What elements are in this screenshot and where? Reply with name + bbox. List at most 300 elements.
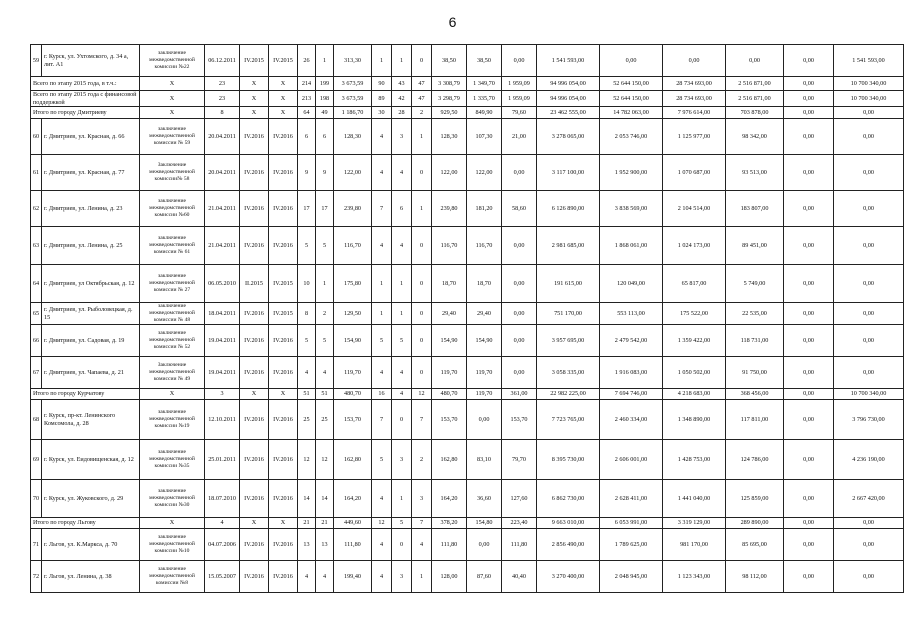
value-cell: IV.2016: [269, 119, 298, 155]
table-row: [31, 480, 904, 518]
table-row: [31, 440, 904, 480]
address-cell: г. Льгов, ул. К.Маркса, д. 70: [42, 529, 140, 561]
amount-cell: 91 750,00: [726, 357, 784, 389]
value-cell: IV.2016: [269, 227, 298, 265]
conclusion-cell: заключение межведомственной комиссии №35: [140, 440, 205, 480]
value-cell: 3 298,79: [432, 91, 467, 107]
value-cell: 164,20: [432, 480, 467, 518]
amount-cell: 2 104 514,00: [663, 191, 726, 227]
amount-cell: 3 278 065,00: [537, 119, 600, 155]
amount-cell: 6 126 890,00: [537, 191, 600, 227]
date-cell: 19.04.2011: [205, 357, 240, 389]
value-cell: 18,70: [467, 265, 502, 303]
date-cell: 06.12.2011: [205, 45, 240, 77]
value-cell: 3: [392, 561, 412, 593]
value-cell: II.2015: [240, 265, 269, 303]
value-cell: 0,00: [502, 265, 537, 303]
value-cell: 3 673,59: [334, 77, 372, 91]
value-cell: 128,30: [334, 119, 372, 155]
value-cell: IV.2016: [269, 529, 298, 561]
table-row: [31, 45, 904, 77]
date-cell: 15.05.2007: [205, 561, 240, 593]
value-cell: 116,70: [432, 227, 467, 265]
value-cell: 21: [316, 518, 334, 529]
amount-cell: 368 456,00: [726, 389, 784, 400]
value-cell: 164,20: [334, 480, 372, 518]
value-cell: 7: [372, 400, 392, 440]
table-row: [31, 561, 904, 593]
amount-cell: 2 606 001,00: [600, 440, 663, 480]
amount-cell: 191 615,00: [537, 265, 600, 303]
value-cell: 122,00: [467, 155, 502, 191]
value-cell: 14: [316, 480, 334, 518]
amount-cell: 7 976 614,00: [663, 107, 726, 119]
value-cell: 4: [372, 119, 392, 155]
amount-cell: 703 878,00: [726, 107, 784, 119]
amount-cell: 10 700 340,00: [834, 389, 904, 400]
value-cell: 0: [392, 529, 412, 561]
value-cell: 213: [298, 91, 316, 107]
value-cell: 8: [298, 303, 316, 325]
amount-cell: 28 734 693,00: [663, 77, 726, 91]
amount-cell: 3 957 695,00: [537, 325, 600, 357]
value-cell: Х: [269, 518, 298, 529]
conclusion-cell: заключение межведомственной комиссии №19: [140, 400, 205, 440]
value-cell: IV.2016: [240, 400, 269, 440]
row-number-cell: 60: [31, 119, 42, 155]
amount-cell: 0,00: [784, 561, 834, 593]
amount-cell: 22 535,00: [726, 303, 784, 325]
amount-cell: 2 516 871,00: [726, 91, 784, 107]
value-cell: 154,90: [432, 325, 467, 357]
value-cell: 239,80: [334, 191, 372, 227]
row-number-cell: 61: [31, 155, 42, 191]
value-cell: 119,70: [334, 357, 372, 389]
value-cell: 0,00: [502, 155, 537, 191]
amount-cell: 0,00: [784, 265, 834, 303]
value-cell: 2: [412, 107, 432, 119]
amount-cell: 0,00: [784, 357, 834, 389]
amount-cell: 3 270 400,00: [537, 561, 600, 593]
value-cell: 162,80: [334, 440, 372, 480]
amount-cell: 0,00: [784, 325, 834, 357]
value-cell: IV.2016: [269, 325, 298, 357]
conclusion-cell: заключение межведомственной комиссии №10: [140, 529, 205, 561]
amount-cell: 0,00: [784, 91, 834, 107]
row-number-cell: 68: [31, 400, 42, 440]
amount-cell: 981 170,00: [663, 529, 726, 561]
value-cell: 1: [392, 265, 412, 303]
date-cell: 04.07.2006: [205, 529, 240, 561]
value-cell: 17: [298, 191, 316, 227]
amount-cell: 1 359 422,00: [663, 325, 726, 357]
value-cell: 28: [392, 107, 412, 119]
value-cell: IV.2016: [240, 529, 269, 561]
value-cell: 1 959,09: [502, 91, 537, 107]
value-cell: 12: [316, 440, 334, 480]
amount-cell: 0,00: [784, 389, 834, 400]
value-cell: 4: [392, 389, 412, 400]
value-cell: Х: [269, 389, 298, 400]
row-number-cell: 66: [31, 325, 42, 357]
value-cell: 2: [412, 440, 432, 480]
value-cell: 1: [412, 191, 432, 227]
conclusion-cell: Х: [140, 107, 205, 119]
value-cell: IV.2016: [240, 227, 269, 265]
conclusion-cell: Заключение межведомственной комиссии № 49: [140, 357, 205, 389]
amount-cell: 175 522,00: [663, 303, 726, 325]
value-cell: 4: [372, 480, 392, 518]
amount-cell: 0,00: [834, 561, 904, 593]
total-label-cell: Всего по этапу 2015 года, в т.ч.:: [31, 77, 140, 91]
date-cell: 23: [205, 91, 240, 107]
conclusion-cell: заключение межведомственной комиссии № 59: [140, 119, 205, 155]
value-cell: IV.2016: [269, 400, 298, 440]
conclusion-cell: Заключение межведомственной комиссии№ 58: [140, 155, 205, 191]
value-cell: 154,90: [334, 325, 372, 357]
value-cell: 0,00: [502, 227, 537, 265]
address-cell: г. Дмитриев, ул. Ленина, д. 25: [42, 227, 140, 265]
value-cell: 5: [392, 325, 412, 357]
value-cell: 175,80: [334, 265, 372, 303]
amount-cell: 2 048 945,00: [600, 561, 663, 593]
value-cell: IV.2016: [240, 325, 269, 357]
value-cell: 10: [298, 265, 316, 303]
amount-cell: 94 996 054,00: [537, 77, 600, 91]
amount-cell: 1 428 753,00: [663, 440, 726, 480]
value-cell: 5: [372, 440, 392, 480]
value-cell: 0: [412, 265, 432, 303]
row-number-cell: 69: [31, 440, 42, 480]
value-cell: 51: [316, 389, 334, 400]
amount-cell: 1 868 061,00: [600, 227, 663, 265]
value-cell: 0: [412, 357, 432, 389]
value-cell: 5: [316, 227, 334, 265]
amount-cell: 0,00: [784, 518, 834, 529]
date-cell: 21.04.2011: [205, 191, 240, 227]
amount-cell: 1 952 900,00: [600, 155, 663, 191]
value-cell: 223,40: [502, 518, 537, 529]
value-cell: 1 335,70: [467, 91, 502, 107]
value-cell: 1: [372, 303, 392, 325]
amount-cell: 2 981 685,00: [537, 227, 600, 265]
amount-cell: 2 516 871,00: [726, 77, 784, 91]
value-cell: 4: [392, 357, 412, 389]
value-cell: IV.2016: [240, 303, 269, 325]
amount-cell: 0,00: [784, 440, 834, 480]
table-row: [31, 325, 904, 357]
amount-cell: 5 749,00: [726, 265, 784, 303]
value-cell: 0: [392, 400, 412, 440]
amount-cell: 7 694 746,00: [600, 389, 663, 400]
value-cell: 154,80: [467, 518, 502, 529]
value-cell: 6: [298, 119, 316, 155]
value-cell: IV.2015: [240, 45, 269, 77]
amount-cell: 3 117 100,00: [537, 155, 600, 191]
amount-cell: 4 236 190,00: [834, 440, 904, 480]
value-cell: 480,70: [334, 389, 372, 400]
conclusion-cell: Х: [140, 91, 205, 107]
value-cell: IV.2016: [240, 357, 269, 389]
value-cell: 64: [298, 107, 316, 119]
value-cell: 1 349,70: [467, 77, 502, 91]
row-number-cell: 72: [31, 561, 42, 593]
value-cell: 313,30: [334, 45, 372, 77]
value-cell: Х: [240, 389, 269, 400]
amount-cell: 2 479 542,00: [600, 325, 663, 357]
value-cell: IV.2016: [240, 561, 269, 593]
amount-cell: 0,00: [834, 227, 904, 265]
amount-cell: 0,00: [834, 325, 904, 357]
amount-cell: 98 342,00: [726, 119, 784, 155]
amount-cell: 0,00: [784, 45, 834, 77]
amount-cell: 3 058 335,00: [537, 357, 600, 389]
value-cell: 128,30: [432, 119, 467, 155]
value-cell: 12: [298, 440, 316, 480]
amount-cell: 6 053 991,00: [600, 518, 663, 529]
amount-cell: 120 049,00: [600, 265, 663, 303]
page-number: 6: [448, 14, 457, 30]
value-cell: 6: [316, 119, 334, 155]
value-cell: 480,70: [432, 389, 467, 400]
amount-cell: 93 513,00: [726, 155, 784, 191]
value-cell: 5: [372, 325, 392, 357]
value-cell: 199,40: [334, 561, 372, 593]
value-cell: 122,00: [432, 155, 467, 191]
total-label-cell: Всего по этапу 2015 года с финансовой поддержкой: [31, 91, 140, 107]
amount-cell: 0,00: [834, 191, 904, 227]
amount-cell: 1 024 173,00: [663, 227, 726, 265]
value-cell: IV.2016: [269, 357, 298, 389]
value-cell: Х: [240, 518, 269, 529]
amount-cell: 28 734 693,00: [663, 91, 726, 107]
amount-cell: 89 451,00: [726, 227, 784, 265]
address-cell: г. Курск, ул. Ухтомского, д. 34 а, лит. А1: [42, 45, 140, 77]
value-cell: IV.2015: [269, 265, 298, 303]
value-cell: 43: [392, 77, 412, 91]
value-cell: 122,00: [334, 155, 372, 191]
value-cell: 7: [412, 518, 432, 529]
amount-cell: 9 663 010,00: [537, 518, 600, 529]
value-cell: 0,00: [502, 45, 537, 77]
amount-cell: 0,00: [834, 155, 904, 191]
value-cell: 89: [372, 91, 392, 107]
amount-cell: 3 838 569,00: [600, 191, 663, 227]
amount-cell: 94 996 054,00: [537, 91, 600, 107]
amount-cell: 0,00: [784, 400, 834, 440]
value-cell: 4: [372, 155, 392, 191]
amount-cell: 1 050 502,00: [663, 357, 726, 389]
value-cell: 129,50: [334, 303, 372, 325]
amount-cell: 1 348 890,00: [663, 400, 726, 440]
table-row: [31, 119, 904, 155]
value-cell: 51: [298, 389, 316, 400]
value-cell: 18,70: [432, 265, 467, 303]
row-number-cell: 64: [31, 265, 42, 303]
amount-cell: 0,00: [834, 529, 904, 561]
value-cell: 13: [298, 529, 316, 561]
amount-cell: 183 807,00: [726, 191, 784, 227]
conclusion-cell: Х: [140, 389, 205, 400]
value-cell: 1 959,09: [502, 77, 537, 91]
table-row: [31, 265, 904, 303]
value-cell: 5: [392, 518, 412, 529]
address-cell: г. Курск, ул. Еидовищенская, д. 12: [42, 440, 140, 480]
address-cell: г. Дмитриев, ул. Чапаева, д. 21: [42, 357, 140, 389]
value-cell: 4: [298, 561, 316, 593]
date-cell: 20.04.2011: [205, 155, 240, 191]
amount-cell: 0,00: [784, 227, 834, 265]
value-cell: 0,00: [467, 400, 502, 440]
value-cell: Х: [240, 91, 269, 107]
amount-cell: 0,00: [784, 480, 834, 518]
amount-cell: 0,00: [784, 107, 834, 119]
value-cell: Х: [240, 107, 269, 119]
amount-cell: 2 667 420,00: [834, 480, 904, 518]
value-cell: 0: [412, 303, 432, 325]
value-cell: 1: [316, 45, 334, 77]
value-cell: 21,00: [502, 119, 537, 155]
amount-cell: 0,00: [784, 191, 834, 227]
address-cell: г. Дмитриев, ул. Ленина, д. 23: [42, 191, 140, 227]
amount-cell: 1 916 083,00: [600, 357, 663, 389]
total-label-cell: Итого по городу Льгову: [31, 518, 140, 529]
value-cell: 17: [316, 191, 334, 227]
value-cell: 87,60: [467, 561, 502, 593]
value-cell: 1: [372, 45, 392, 77]
value-cell: 38,50: [467, 45, 502, 77]
value-cell: 1: [316, 265, 334, 303]
value-cell: IV.2016: [269, 155, 298, 191]
value-cell: 1 186,70: [334, 107, 372, 119]
row-number-cell: 67: [31, 357, 42, 389]
value-cell: 38,50: [432, 45, 467, 77]
value-cell: 6: [392, 191, 412, 227]
value-cell: 929,50: [432, 107, 467, 119]
value-cell: 36,60: [467, 480, 502, 518]
date-cell: 21.04.2011: [205, 227, 240, 265]
amount-cell: 3 796 730,00: [834, 400, 904, 440]
table-row: [31, 357, 904, 389]
value-cell: Х: [269, 91, 298, 107]
amount-cell: 1 441 040,00: [663, 480, 726, 518]
amount-cell: 0,00: [834, 518, 904, 529]
address-cell: г. Дмитриев, ул. Красная, д. 77: [42, 155, 140, 191]
date-cell: 19.04.2011: [205, 325, 240, 357]
amount-cell: 0,00: [784, 77, 834, 91]
total-label-cell: Итого по городу Дмитриеву: [31, 107, 140, 119]
value-cell: 30: [372, 107, 392, 119]
value-cell: 26: [298, 45, 316, 77]
value-cell: 90: [372, 77, 392, 91]
amount-cell: 289 890,00: [726, 518, 784, 529]
value-cell: 0,00: [502, 325, 537, 357]
amount-cell: 0,00: [784, 529, 834, 561]
value-cell: 111,80: [334, 529, 372, 561]
value-cell: 79,70: [502, 440, 537, 480]
value-cell: 128,00: [432, 561, 467, 593]
date-cell: 12.10.2011: [205, 400, 240, 440]
amount-cell: 118 731,00: [726, 325, 784, 357]
amount-cell: 22 982 225,00: [537, 389, 600, 400]
value-cell: 119,70: [432, 357, 467, 389]
value-cell: 7: [412, 400, 432, 440]
value-cell: 29,40: [467, 303, 502, 325]
amount-cell: 65 817,00: [663, 265, 726, 303]
amount-cell: 10 700 340,00: [834, 91, 904, 107]
value-cell: 3 673,59: [334, 91, 372, 107]
value-cell: 25: [298, 400, 316, 440]
value-cell: 0: [412, 227, 432, 265]
date-cell: 4: [205, 518, 240, 529]
amount-cell: 6 862 730,00: [537, 480, 600, 518]
value-cell: 4: [412, 529, 432, 561]
value-cell: Х: [269, 77, 298, 91]
value-cell: 79,60: [502, 107, 537, 119]
value-cell: 162,80: [432, 440, 467, 480]
date-cell: 25.01.2011: [205, 440, 240, 480]
conclusion-cell: заключение межведомственной комиссии № 52: [140, 325, 205, 357]
value-cell: IV.2016: [240, 480, 269, 518]
value-cell: 0: [412, 325, 432, 357]
value-cell: 1: [392, 480, 412, 518]
amount-cell: 1 789 625,00: [600, 529, 663, 561]
value-cell: IV.2016: [269, 561, 298, 593]
value-cell: 214: [298, 77, 316, 91]
row-number-cell: 59: [31, 45, 42, 77]
value-cell: 153,70: [502, 400, 537, 440]
value-cell: 5: [316, 325, 334, 357]
amount-cell: 1 125 977,00: [663, 119, 726, 155]
date-cell: 8: [205, 107, 240, 119]
value-cell: 1: [372, 265, 392, 303]
table-total-row: [31, 107, 904, 119]
amount-cell: 124 786,00: [726, 440, 784, 480]
value-cell: 4: [392, 227, 412, 265]
value-cell: 4: [316, 561, 334, 593]
value-cell: 3: [412, 480, 432, 518]
amount-cell: 117 811,00: [726, 400, 784, 440]
value-cell: 12: [372, 518, 392, 529]
value-cell: 0: [412, 155, 432, 191]
value-cell: 111,80: [432, 529, 467, 561]
amount-cell: 2 856 490,00: [537, 529, 600, 561]
value-cell: 199: [316, 77, 334, 91]
value-cell: IV.2016: [269, 480, 298, 518]
amount-cell: 0,00: [834, 107, 904, 119]
value-cell: 3: [392, 119, 412, 155]
conclusion-cell: заключение межведомственной комиссии №60: [140, 191, 205, 227]
value-cell: 127,60: [502, 480, 537, 518]
amount-cell: 85 695,00: [726, 529, 784, 561]
amount-cell: 10 700 340,00: [834, 77, 904, 91]
value-cell: 4: [298, 357, 316, 389]
row-number-cell: 62: [31, 191, 42, 227]
value-cell: Х: [240, 77, 269, 91]
amount-cell: 23 462 555,00: [537, 107, 600, 119]
date-cell: 23: [205, 77, 240, 91]
row-number-cell: 63: [31, 227, 42, 265]
conclusion-cell: Х: [140, 77, 205, 91]
conclusion-cell: заключение межведомственной комиссии №30: [140, 480, 205, 518]
amount-cell: 1 541 593,00: [537, 45, 600, 77]
value-cell: 119,70: [467, 357, 502, 389]
amount-cell: 0,00: [834, 119, 904, 155]
conclusion-cell: заключение межведомственной комиссии № 27: [140, 265, 205, 303]
amount-cell: 52 644 150,00: [600, 91, 663, 107]
date-cell: 3: [205, 389, 240, 400]
amount-cell: 4 218 683,00: [663, 389, 726, 400]
